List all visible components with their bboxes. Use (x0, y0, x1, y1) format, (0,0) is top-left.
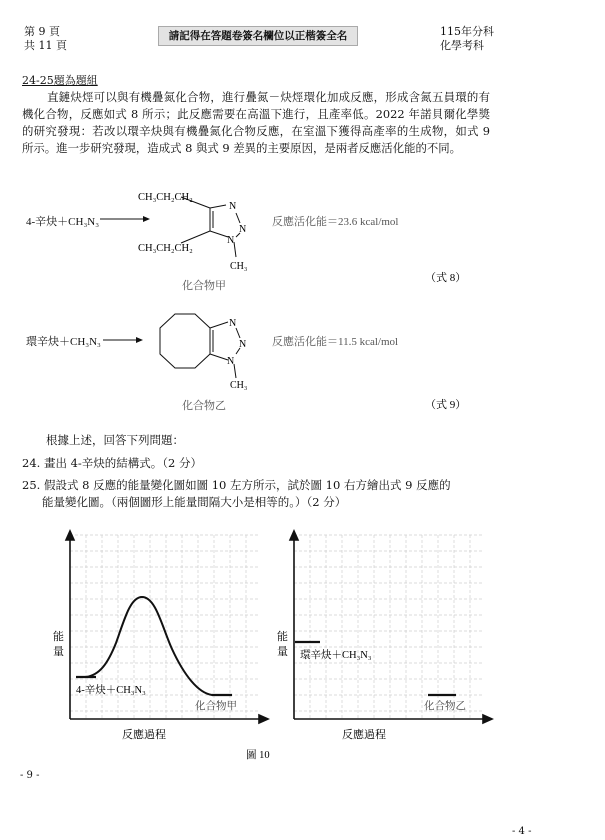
exam-name: 115年分科 (440, 25, 494, 38)
subject-name: 化學考科 (440, 39, 484, 52)
right-reactant-label: 環辛炔＋CH₃N₃ (300, 650, 372, 661)
eq8-label: （式 8） (425, 272, 467, 284)
right-product-label: 化合物乙 (424, 701, 466, 712)
eq8-product: 化合物甲 (182, 280, 226, 292)
answer-prompt: 根據上述，回答下列問題： (46, 433, 184, 447)
question-25-line1: 25. 假設式 8 反應的能量變化圖如圖 10 左方所示，試於圖 10 右方繪出式 9 反應的 (22, 478, 451, 492)
eq9-label: （式 9） (425, 399, 467, 411)
eq8-arrow (100, 216, 150, 222)
right-grid (294, 535, 484, 719)
propyl-top: CH₃CH₂CH₂ (138, 192, 193, 203)
eq9-activation: 反應活化能＝11.5 kcal/mol (272, 336, 399, 348)
right-axes (290, 531, 492, 723)
right-y-label-1: 能 (277, 631, 288, 643)
right-x-label: 反應過程 (342, 729, 386, 741)
eq8-structure (0, 185, 470, 295)
eq9-structure (0, 300, 470, 415)
page-number: 第 9 頁 (24, 25, 60, 38)
n-atom-3: N (227, 356, 235, 367)
eq9-reactants: 環辛炔＋CH₃N₃ (26, 336, 101, 348)
right-y-label-2: 量 (277, 646, 288, 658)
left-x-label: 反應過程 (122, 729, 166, 741)
triazole-ring (210, 322, 240, 378)
n-atom-3: N (227, 235, 235, 246)
propyl-bottom: CH₃CH₂CH₂ (138, 243, 193, 254)
left-reactant-label: 4-辛炔＋CH₃N₃ (76, 685, 146, 696)
energy-diagram-figure (0, 525, 605, 765)
question-24: 24. 畫出 4-辛炔的結構式。（2 分） (22, 456, 203, 470)
left-y-label-2: 量 (53, 646, 64, 658)
intro-text: 直鏈炔烴可以與有機疊氮化合物，進行疊氮－炔烴環化加成反應，形成含氮五員環的有機化合物，反應如式 8 所示；此反應需要在高溫下進行，且產率低。2022 年諾貝爾化學獎的研究發現：若改以環辛炔與有機疊氮化合物反應，在室溫下獲得高產率的生成物，如式 9 所示。進一步研究發現，造成式 8 與式 9 差異的主要原因，是兩者反應活化能的不同。 (22, 90, 490, 155)
intro-paragraph (22, 89, 490, 157)
methyl-group: CH₃ (230, 261, 248, 272)
cyclooctane-ring (160, 314, 210, 368)
footer-right-page: - 4 - (512, 826, 532, 837)
eq9-arrow (103, 337, 143, 343)
left-y-label-1: 能 (53, 631, 64, 643)
section-title: 24-25題為題組 (22, 74, 98, 87)
n-atom-2: N (239, 224, 247, 235)
n-atom-2: N (239, 339, 247, 350)
n-atom-1: N (229, 318, 237, 329)
methyl-group: CH₃ (230, 380, 248, 391)
left-energy-curve (76, 597, 232, 695)
eq9-product: 化合物乙 (182, 400, 226, 412)
figure-caption: 圖 10 (246, 750, 270, 761)
question-25-line2: 能量變化圖。（兩個圖形上能量間隔大小是相等的。）（2 分） (42, 495, 347, 509)
footer-left-page: - 9 - (20, 770, 40, 781)
n-atom-1: N (229, 201, 237, 212)
eq8-activation: 反應活化能＝23.6 kcal/mol (272, 216, 399, 228)
eq8-reactants: 4-辛炔＋CH₃N₃ (26, 216, 100, 228)
left-product-label: 化合物甲 (195, 701, 237, 712)
signature-notice: 請記得在答題卷簽名欄位以正楷簽全名 (158, 26, 358, 46)
page-total: 共 11 頁 (24, 39, 67, 52)
